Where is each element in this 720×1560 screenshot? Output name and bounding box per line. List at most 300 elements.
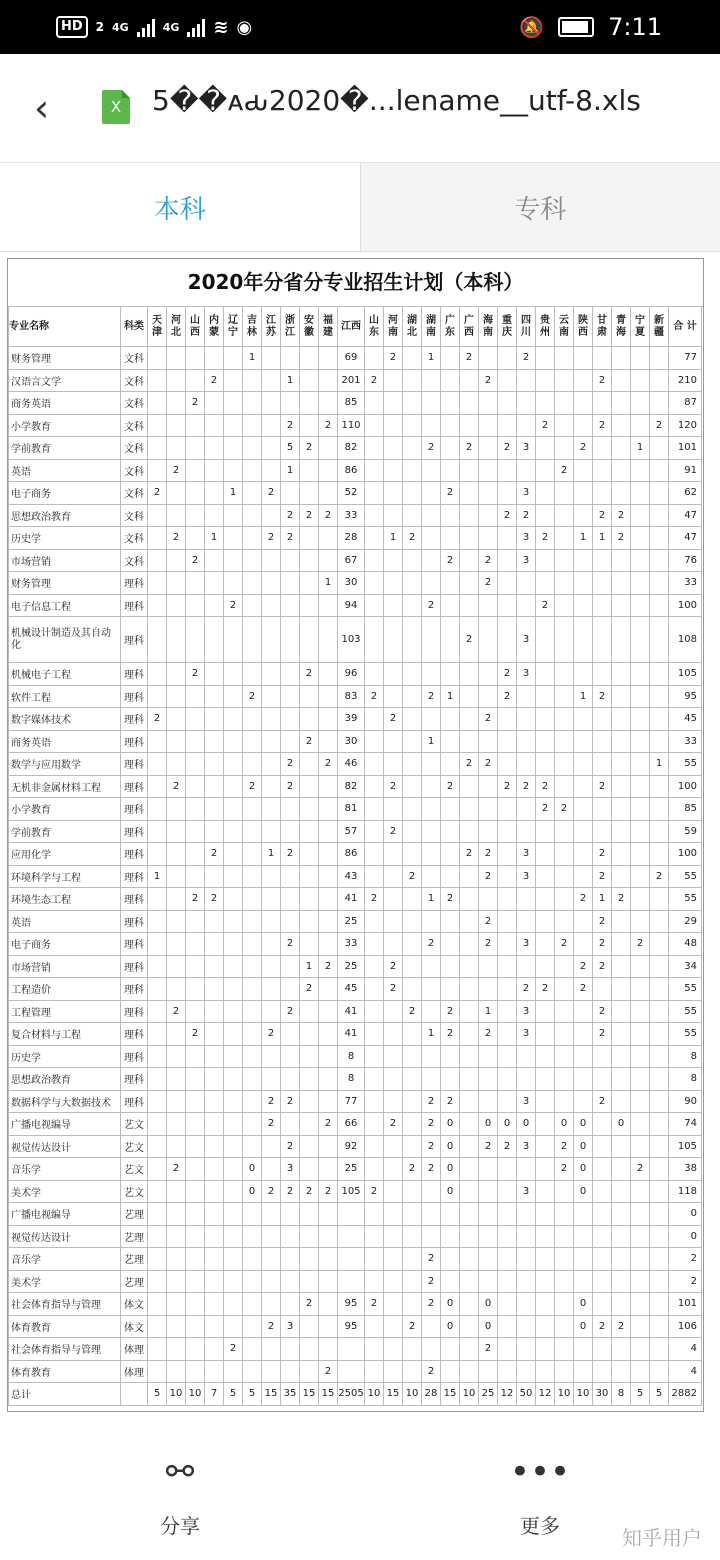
cell-value: 1 xyxy=(574,685,593,708)
cell-value: 92 xyxy=(338,1135,365,1158)
cell-value: 43 xyxy=(338,865,365,888)
cell-category: 理科 xyxy=(121,663,148,686)
col-header-major: 专业名称 xyxy=(9,307,121,347)
cell-category: 理科 xyxy=(121,955,148,978)
cell-value: 2 xyxy=(262,1090,281,1113)
cell-value xyxy=(300,865,319,888)
cell-value xyxy=(365,798,384,821)
cell-value xyxy=(205,1203,224,1226)
cell-value xyxy=(612,978,631,1001)
cell-value xyxy=(243,978,262,1001)
cell-value xyxy=(365,820,384,843)
table-row xyxy=(9,933,702,956)
cell-value xyxy=(384,504,403,527)
cell-value xyxy=(574,414,593,437)
cell-value xyxy=(186,482,205,505)
cell-value xyxy=(365,1203,384,1226)
back-arrow-icon[interactable]: ‹ xyxy=(34,86,50,130)
cell-value xyxy=(574,1248,593,1271)
cell-value xyxy=(650,1068,669,1091)
cell-value xyxy=(300,1270,319,1293)
cell-value xyxy=(300,369,319,392)
cell-major-name: 市场营销 xyxy=(9,955,121,978)
cell-value xyxy=(612,820,631,843)
col-header-province: 宁夏 xyxy=(631,307,650,347)
cell-value xyxy=(384,1180,403,1203)
cell-value xyxy=(338,1360,365,1383)
cell-value xyxy=(300,798,319,821)
col-header-province: 四川 xyxy=(517,307,536,347)
cell-value xyxy=(650,978,669,1001)
cell-total: 101 xyxy=(669,437,702,460)
cell-value xyxy=(205,459,224,482)
cell-value xyxy=(319,392,338,415)
cell-value: 2 xyxy=(262,482,281,505)
cell-value xyxy=(365,392,384,415)
cell-value xyxy=(536,572,555,595)
cell-major-name: 视觉传达设计 xyxy=(9,1135,121,1158)
cell-value: 2 xyxy=(479,933,498,956)
battery-icon xyxy=(558,17,594,37)
cell-value xyxy=(319,1068,338,1091)
cell-value xyxy=(593,482,612,505)
cell-value xyxy=(205,955,224,978)
cell-value xyxy=(300,1360,319,1383)
cell-value xyxy=(631,865,650,888)
cell-value xyxy=(365,933,384,956)
cell-value xyxy=(384,1045,403,1068)
share-button[interactable] xyxy=(120,1452,240,1539)
cell-value xyxy=(148,1068,167,1091)
cell-value xyxy=(403,1338,422,1361)
cell-value xyxy=(593,437,612,460)
cell-value xyxy=(650,1293,669,1316)
cell-value xyxy=(300,1248,319,1271)
cell-value xyxy=(205,1270,224,1293)
cell-major-name: 无机非金属材料工程 xyxy=(9,775,121,798)
cell-value xyxy=(262,1248,281,1271)
cell-total: 90 xyxy=(669,1090,702,1113)
col-header-province: 广西 xyxy=(460,307,479,347)
col-header-province: 陕西 xyxy=(574,307,593,347)
cell-total: 55 xyxy=(669,888,702,911)
cell-value xyxy=(517,392,536,415)
cell-value: 2 xyxy=(479,708,498,731)
cell-value xyxy=(574,369,593,392)
cell-value: 2 xyxy=(281,843,300,866)
cell-value xyxy=(536,549,555,572)
cell-value xyxy=(536,910,555,933)
cell-value: 2 xyxy=(384,955,403,978)
cell-value: 2 xyxy=(574,437,593,460)
cell-value: 0 xyxy=(479,1113,498,1136)
cell-value xyxy=(167,1180,186,1203)
cell-category: 艺理 xyxy=(121,1270,148,1293)
cell-value xyxy=(205,1000,224,1023)
tab-benke[interactable]: 本科 xyxy=(0,163,360,251)
cell-value xyxy=(205,685,224,708)
cell-value: 2 xyxy=(365,685,384,708)
cell-total: 33 xyxy=(669,572,702,595)
cell-value xyxy=(167,504,186,527)
cell-value xyxy=(300,775,319,798)
cell-value xyxy=(517,1045,536,1068)
cell-value: 2 xyxy=(281,1000,300,1023)
col-header-province: 湖南 xyxy=(422,307,441,347)
cell-value xyxy=(422,1225,441,1248)
cell-value: 2 xyxy=(650,414,669,437)
cell-value xyxy=(319,1090,338,1113)
cell-value xyxy=(186,369,205,392)
cell-value xyxy=(224,549,243,572)
cell-value xyxy=(403,1135,422,1158)
spreadsheet[interactable] xyxy=(7,258,704,1412)
cell-value xyxy=(460,1045,479,1068)
cell-value xyxy=(403,798,422,821)
cell-value xyxy=(319,843,338,866)
cell-value xyxy=(384,730,403,753)
cell-value xyxy=(148,753,167,776)
cell-value xyxy=(517,820,536,843)
cell-value xyxy=(167,663,186,686)
cell-value xyxy=(650,437,669,460)
cell-value xyxy=(300,482,319,505)
cell-value xyxy=(441,1045,460,1068)
cell-value: 2 xyxy=(186,549,205,572)
cell-value xyxy=(319,1158,338,1181)
cell-value xyxy=(281,1045,300,1068)
cell-value xyxy=(243,1023,262,1046)
cell-value xyxy=(574,459,593,482)
cell-value xyxy=(574,708,593,731)
cell-value: 2 xyxy=(460,843,479,866)
cell-value xyxy=(403,459,422,482)
cell-value xyxy=(243,888,262,911)
cell-value xyxy=(631,617,650,663)
cell-value xyxy=(384,1135,403,1158)
cell-value xyxy=(319,437,338,460)
cell-value xyxy=(536,1090,555,1113)
cell-value: 2 xyxy=(319,1360,338,1383)
cell-value xyxy=(186,1293,205,1316)
cell-value xyxy=(224,1023,243,1046)
cell-value: 2 xyxy=(593,685,612,708)
cell-value xyxy=(631,978,650,1001)
cell-value xyxy=(167,482,186,505)
cell-major-name: 社会体育指导与管理 xyxy=(9,1293,121,1316)
cell-total: 4 xyxy=(669,1338,702,1361)
weibo-icon: ◉ xyxy=(236,16,253,38)
cell-value xyxy=(384,685,403,708)
cell-total: 2882 xyxy=(669,1383,702,1406)
cell-value xyxy=(536,1000,555,1023)
cell-value: 2 xyxy=(593,369,612,392)
cell-value: 5 xyxy=(243,1383,262,1406)
col-header-province: 河南 xyxy=(384,307,403,347)
cell-value xyxy=(148,910,167,933)
table-row xyxy=(9,459,702,482)
table-row xyxy=(9,1338,702,1361)
cell-value xyxy=(555,888,574,911)
cell-category: 理科 xyxy=(121,730,148,753)
cell-value xyxy=(574,549,593,572)
cell-value xyxy=(631,663,650,686)
table-row xyxy=(9,1090,702,1113)
cell-value xyxy=(479,1180,498,1203)
cell-value xyxy=(365,1338,384,1361)
cell-value xyxy=(593,549,612,572)
cell-value xyxy=(403,1203,422,1226)
cell-value: 2 xyxy=(479,753,498,776)
cell-value xyxy=(167,955,186,978)
tab-zhuanke[interactable]: 专科 xyxy=(360,163,720,251)
cell-value xyxy=(460,527,479,550)
cell-value: 25 xyxy=(338,910,365,933)
cell-value: 2 xyxy=(460,437,479,460)
cell-value xyxy=(555,1045,574,1068)
cell-value xyxy=(498,482,517,505)
cell-major-name: 财务管理 xyxy=(9,347,121,370)
cell-value xyxy=(403,955,422,978)
cell-value xyxy=(224,1045,243,1068)
cell-value xyxy=(536,1338,555,1361)
more-button[interactable] xyxy=(480,1452,600,1539)
cell-value xyxy=(479,1068,498,1091)
cell-value xyxy=(262,685,281,708)
cell-value xyxy=(384,1068,403,1091)
cell-value: 2 xyxy=(243,775,262,798)
cell-value: 2 xyxy=(593,933,612,956)
app-header xyxy=(0,54,720,163)
cell-value xyxy=(631,1315,650,1338)
cell-value xyxy=(536,1180,555,1203)
cell-value xyxy=(574,617,593,663)
cell-value xyxy=(224,1113,243,1136)
cell-value xyxy=(281,617,300,663)
cell-value xyxy=(422,617,441,663)
cell-value xyxy=(224,730,243,753)
cell-total: 0 xyxy=(669,1225,702,1248)
cell-value: 0 xyxy=(441,1180,460,1203)
cell-value: 1 xyxy=(650,753,669,776)
cell-value xyxy=(205,865,224,888)
cell-value xyxy=(205,482,224,505)
cell-value: 2 xyxy=(262,1023,281,1046)
cell-major-name: 电子信息工程 xyxy=(9,594,121,617)
cell-value xyxy=(422,414,441,437)
cell-value xyxy=(631,775,650,798)
cell-value xyxy=(631,414,650,437)
cell-value xyxy=(498,1158,517,1181)
col-header-total: 合 计 xyxy=(669,307,702,347)
share-icon: ⚯ xyxy=(165,1452,195,1492)
cell-value xyxy=(365,549,384,572)
cell-value: 69 xyxy=(338,347,365,370)
cell-category: 文科 xyxy=(121,459,148,482)
cell-value xyxy=(650,888,669,911)
cell-value xyxy=(650,1113,669,1136)
cell-value xyxy=(536,1113,555,1136)
cell-value xyxy=(243,1293,262,1316)
cell-value xyxy=(441,663,460,686)
cell-value xyxy=(479,1225,498,1248)
cell-value xyxy=(281,978,300,1001)
cell-value xyxy=(319,549,338,572)
cell-value xyxy=(365,1158,384,1181)
cell-value: 2 xyxy=(593,414,612,437)
cell-value xyxy=(167,685,186,708)
cell-value xyxy=(300,708,319,731)
cell-value xyxy=(441,572,460,595)
cell-value: 2 xyxy=(536,798,555,821)
cell-value xyxy=(460,1338,479,1361)
cell-major-name: 广播电视编导 xyxy=(9,1203,121,1226)
cell-value xyxy=(148,1158,167,1181)
cell-value: 28 xyxy=(338,527,365,550)
cell-major-name: 财务管理 xyxy=(9,572,121,595)
cell-value xyxy=(243,933,262,956)
table-row xyxy=(9,753,702,776)
cell-total: 100 xyxy=(669,843,702,866)
cell-total: 100 xyxy=(669,594,702,617)
cell-value xyxy=(243,1000,262,1023)
cell-value xyxy=(262,347,281,370)
cell-value xyxy=(262,865,281,888)
cell-value xyxy=(384,753,403,776)
cell-value xyxy=(460,933,479,956)
cell-value xyxy=(224,1360,243,1383)
table-row xyxy=(9,392,702,415)
cell-value: 1 xyxy=(319,572,338,595)
cell-value xyxy=(224,347,243,370)
cell-value: 2 xyxy=(167,459,186,482)
cell-major-name: 市场营销 xyxy=(9,549,121,572)
cell-value xyxy=(479,888,498,911)
cell-value: 2 xyxy=(574,978,593,1001)
cell-category: 文科 xyxy=(121,347,148,370)
cell-value xyxy=(612,798,631,821)
cell-value xyxy=(205,1113,224,1136)
cell-value xyxy=(224,933,243,956)
table-row xyxy=(9,888,702,911)
cell-value xyxy=(536,1270,555,1293)
cell-value xyxy=(167,1248,186,1271)
cell-value xyxy=(650,663,669,686)
cell-value xyxy=(243,1045,262,1068)
cell-major-name: 环境科学与工程 xyxy=(9,865,121,888)
cell-category: 理科 xyxy=(121,843,148,866)
cell-value xyxy=(555,753,574,776)
cell-major-name: 数据科学与大数据技术 xyxy=(9,1090,121,1113)
cell-value xyxy=(167,414,186,437)
cell-value: 0 xyxy=(479,1293,498,1316)
cell-value xyxy=(441,1360,460,1383)
cell-value xyxy=(319,347,338,370)
cell-value xyxy=(498,414,517,437)
cell-value xyxy=(631,549,650,572)
cell-value xyxy=(167,708,186,731)
cell-value xyxy=(460,1270,479,1293)
cell-value xyxy=(441,527,460,550)
cell-value xyxy=(403,775,422,798)
clock: 7:11 xyxy=(608,13,662,41)
share-label: 分享 xyxy=(160,1514,200,1538)
cell-value xyxy=(167,933,186,956)
cell-value xyxy=(460,910,479,933)
cell-value xyxy=(300,1338,319,1361)
cell-value: 77 xyxy=(338,1090,365,1113)
cell-value xyxy=(205,1090,224,1113)
cell-value xyxy=(650,933,669,956)
cell-value: 8 xyxy=(338,1045,365,1068)
cell-value xyxy=(498,910,517,933)
cell-value xyxy=(555,1270,574,1293)
cell-value xyxy=(243,910,262,933)
cell-value xyxy=(319,1270,338,1293)
cell-value xyxy=(612,1203,631,1226)
cell-value xyxy=(243,482,262,505)
cell-value: 110 xyxy=(338,414,365,437)
cell-value xyxy=(555,843,574,866)
cell-value: 2 xyxy=(262,527,281,550)
cell-value: 3 xyxy=(281,1158,300,1181)
cell-value xyxy=(319,865,338,888)
cell-major-name: 机械电子工程 xyxy=(9,663,121,686)
cell-value: 2 xyxy=(441,549,460,572)
cell-value: 2 xyxy=(262,1113,281,1136)
cell-value xyxy=(403,482,422,505)
cell-value xyxy=(319,685,338,708)
cell-value xyxy=(224,708,243,731)
cell-value: 5 xyxy=(281,437,300,460)
cell-value xyxy=(479,437,498,460)
cell-value xyxy=(555,1248,574,1271)
cell-value xyxy=(536,865,555,888)
cell-value xyxy=(479,414,498,437)
cell-value: 2 xyxy=(319,1180,338,1203)
cell-value xyxy=(384,482,403,505)
cell-value xyxy=(422,1338,441,1361)
cell-value xyxy=(205,1360,224,1383)
cell-value: 5 xyxy=(650,1383,669,1406)
cell-value xyxy=(186,594,205,617)
cell-value xyxy=(498,392,517,415)
cell-value xyxy=(243,527,262,550)
cell-major-name: 音乐学 xyxy=(9,1248,121,1271)
cell-value xyxy=(319,708,338,731)
cell-value xyxy=(479,459,498,482)
cell-value xyxy=(460,459,479,482)
cell-value: 2 xyxy=(498,437,517,460)
cell-value: 10 xyxy=(186,1383,205,1406)
cell-value: 2 xyxy=(403,1315,422,1338)
cell-value xyxy=(205,1135,224,1158)
cell-value xyxy=(205,1315,224,1338)
cell-value xyxy=(422,482,441,505)
cell-value xyxy=(403,753,422,776)
cell-value xyxy=(205,820,224,843)
sheet-title: 2020年分省分专业招生计划（本科） xyxy=(8,259,703,307)
cell-value xyxy=(384,1270,403,1293)
cell-value xyxy=(536,1248,555,1271)
cell-value xyxy=(555,1180,574,1203)
cell-value xyxy=(167,437,186,460)
cell-value xyxy=(441,798,460,821)
col-header-province: 广东 xyxy=(441,307,460,347)
cell-value xyxy=(536,1360,555,1383)
cell-value xyxy=(536,820,555,843)
cell-value xyxy=(403,549,422,572)
